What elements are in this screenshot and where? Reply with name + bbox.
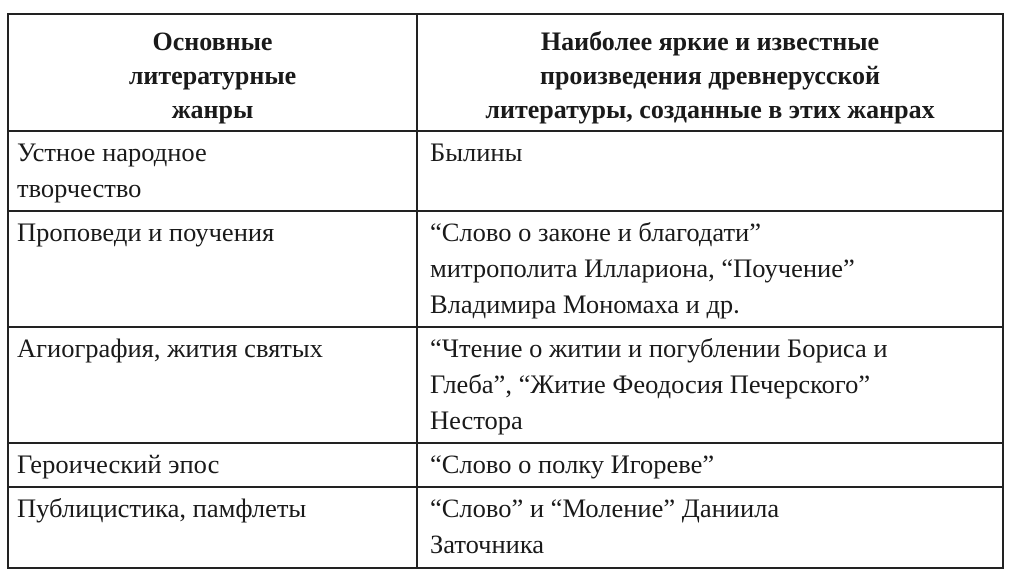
works-cell [417, 487, 1003, 568]
works-cell [417, 131, 1003, 211]
header-genres-line: литературные [128, 61, 297, 90]
table-row [8, 327, 1003, 443]
works-cell [417, 327, 1003, 443]
works-line: Былины [430, 137, 523, 167]
genre-cell [8, 131, 417, 211]
genre-cell [8, 487, 417, 568]
genres-table [7, 13, 1004, 569]
genre-line: Публицистика, памфлеты [17, 493, 307, 523]
header-genres-line: жанры [171, 95, 254, 124]
genre-line: Агиография, жития святых [17, 333, 323, 363]
header-genres-line: Основные [152, 27, 273, 56]
works-line: Заточника [430, 529, 545, 559]
works-cell [417, 443, 1003, 487]
works-line: Глеба”, “Житие Феодосия Печерского” [430, 369, 871, 399]
works-line: Нестора [430, 405, 523, 435]
table-row [8, 131, 1003, 211]
genre-cell [8, 327, 417, 443]
works-line: митрополита Иллариона, “Поучение” [430, 253, 855, 283]
works-line: “Слово о законе и благодати” [430, 217, 761, 247]
works-line: Владимира Мономаха и др. [430, 289, 740, 319]
table-row [8, 443, 1003, 487]
table-header-row [8, 14, 1003, 131]
table-row [8, 487, 1003, 568]
works-line: “Слово” и “Моление” Даниила [430, 493, 780, 523]
genre-line: Проповеди и поучения [17, 217, 275, 247]
works-line: “Чтение о житии и погублении Бориса и [430, 333, 888, 363]
header-genres [8, 14, 417, 131]
genre-line: творчество [17, 173, 142, 203]
genre-line: Героический эпос [17, 449, 220, 479]
header-works [417, 14, 1003, 131]
genres-table-container [7, 13, 1002, 559]
header-works-line: литературы, созданные в этих жанрах [485, 95, 935, 124]
genre-cell [8, 443, 417, 487]
header-works-line: произведения древнерусской [539, 61, 881, 90]
works-line: “Слово о полку Игореве” [430, 449, 715, 479]
genre-cell [8, 211, 417, 327]
works-cell [417, 211, 1003, 327]
genre-line: Устное народное [17, 137, 207, 167]
table-row [8, 211, 1003, 327]
header-works-line: Наиболее яркие и известные [540, 27, 880, 56]
